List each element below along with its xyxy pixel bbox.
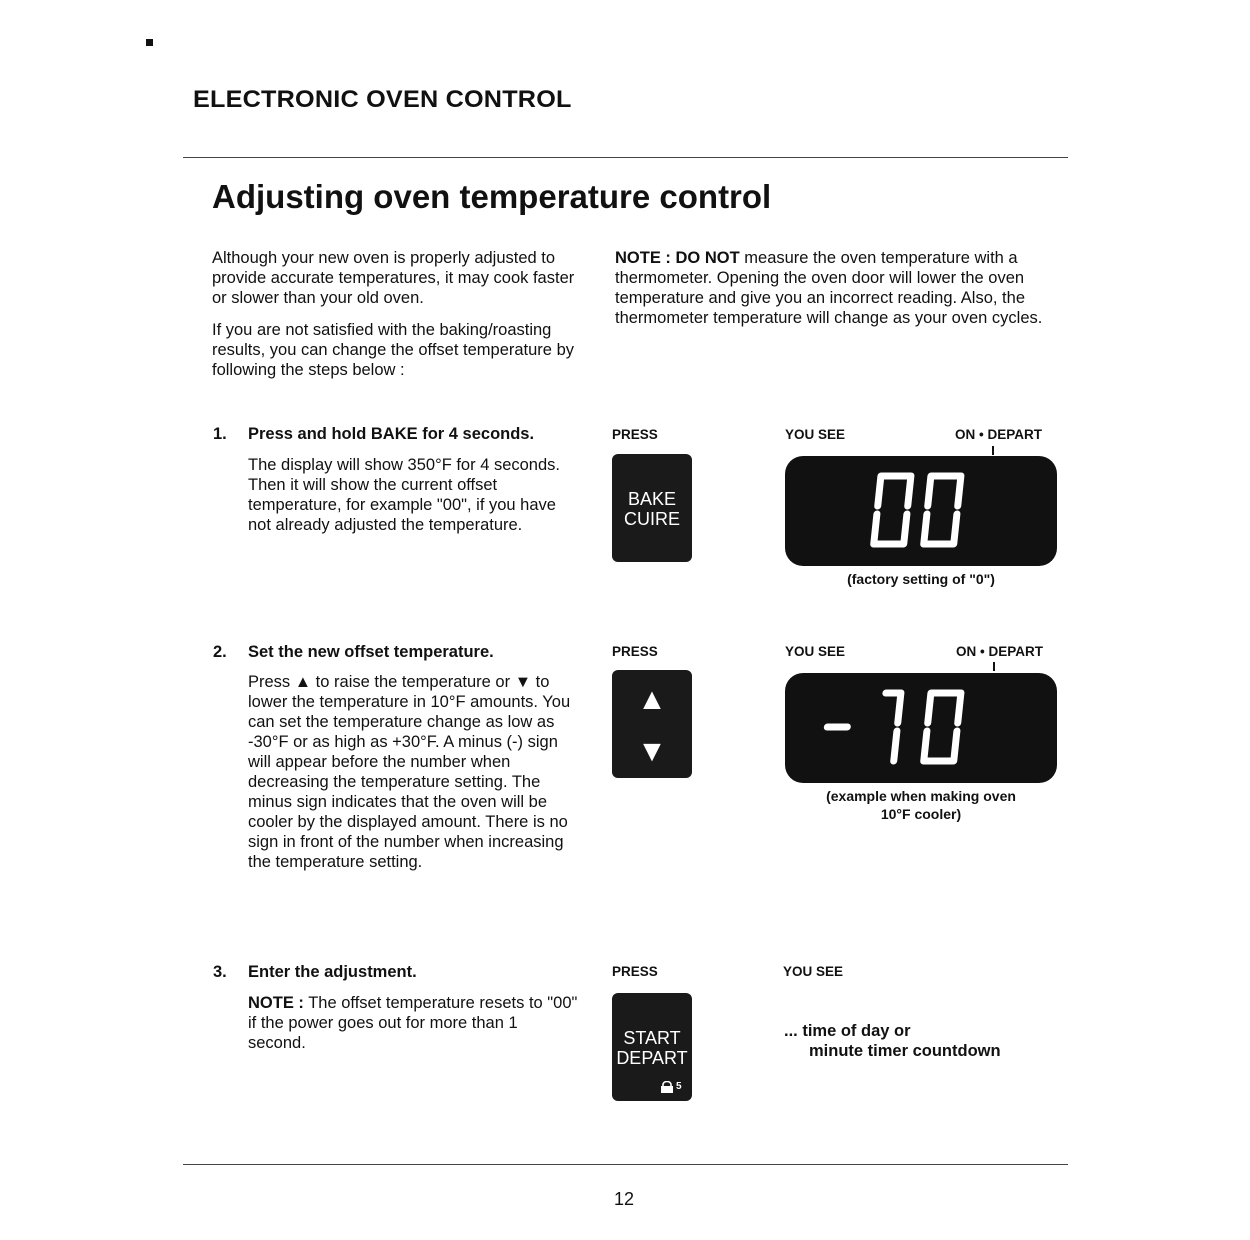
step-1-press-label: PRESS — [612, 427, 658, 442]
step-2-on-depart-indicator — [993, 662, 995, 671]
step-3-note-label: NOTE : — [248, 994, 304, 1012]
step-2-on-depart-label: ON • DEPART — [956, 644, 1043, 659]
start-button[interactable] — [612, 993, 692, 1101]
lock-delay-label: 5 — [676, 1081, 682, 1092]
note-block — [615, 248, 1065, 328]
note-emphasis: DO NOT — [675, 249, 740, 267]
page-bullet — [146, 39, 153, 46]
page-title: Adjusting oven temperature control — [212, 178, 772, 215]
step-1-caption: (factory setting of "0") — [847, 571, 995, 587]
bake-button[interactable] — [612, 454, 692, 562]
step-3-you-see-label: YOU SEE — [783, 964, 844, 979]
step-3-body-block — [248, 993, 578, 1053]
step-2-title: Set the new offset temperature. — [248, 643, 494, 661]
lock-icon — [660, 1081, 674, 1093]
top-divider — [183, 157, 1068, 158]
intro-paragraph-2: If you are not satisfied with the baking/roasting results, you can change the offset temperature by following the steps below : — [212, 321, 574, 379]
step-2-press-label: PRESS — [612, 644, 658, 659]
step-1-on-depart-indicator — [992, 446, 994, 455]
step-3-press-label: PRESS — [612, 964, 658, 979]
step-3-result-line-1: ... time of day or — [784, 1022, 911, 1040]
note-text: measure the oven temperature with a thermometer. Opening the oven door will lower the oven temperature and give you an incorrect reading. Also, the thermometer temperature will change as your oven cycles. — [615, 249, 1043, 327]
step-3-number: 3. — [213, 963, 227, 981]
step-1-on-depart-label: ON • DEPART — [955, 427, 1042, 442]
step-2-number: 2. — [213, 643, 227, 661]
step-2-body: Press ▲ to raise the temperature or ▼ to lower the temperature in 10°F amounts. You can set the temperature change as low as -30°F or as high as +30°F. A minus (-) sign will appear before the number when decreasing the temperature setting. The minus sign indicates that the oven will be cooler by the displayed amount. There is no sign in front of the number when increasing the temperature setting. — [248, 673, 571, 871]
step-1-number: 1. — [213, 425, 227, 443]
step-1-display-digits — [785, 456, 1057, 566]
step-2-display — [785, 673, 1057, 783]
step-2-you-see-label: YOU SEE — [785, 644, 846, 659]
up-down-buttons — [612, 670, 692, 778]
step-3-result-line-2: minute timer countdown — [809, 1042, 1001, 1060]
step-3-body: The offset temperature resets to "00" if the power goes out for more than 1 second. — [248, 994, 578, 1052]
step-1-title: Press and hold BAKE for 4 seconds. — [248, 425, 535, 443]
step-2-caption — [785, 787, 1057, 823]
bake-button-label-1: BAKE — [627, 489, 677, 509]
start-button-label-2: DEPART — [616, 1048, 688, 1068]
step-2-caption-line-2: 10°F cooler) — [880, 806, 962, 822]
step-1-you-see-label: YOU SEE — [785, 427, 846, 442]
step-1-body: The display will show 350°F for 4 seconds. Then it will show the current offset temperature, for example "00", if you have not already adjusted the temperature. — [248, 456, 560, 534]
bake-button-label-2: CUIRE — [623, 509, 680, 529]
intro-text — [212, 248, 592, 392]
step-1-display — [785, 456, 1057, 566]
up-arrow-button[interactable]: ▲ — [637, 683, 667, 716]
bottom-divider — [183, 1164, 1068, 1165]
down-arrow-button[interactable]: ▼ — [637, 735, 667, 768]
step-2-display-digits — [785, 673, 1057, 783]
start-button-label-1: START — [623, 1028, 681, 1048]
note-label: NOTE : — [615, 249, 671, 267]
section-header: ELECTRONIC OVEN CONTROL — [193, 86, 572, 113]
step-3-title: Enter the adjustment. — [248, 963, 417, 981]
intro-paragraph-1: Although your new oven is properly adjusted to provide accurate temperatures, it may cook faster or slower than your old oven. — [212, 249, 575, 307]
page-number: 12 — [614, 1189, 635, 1209]
step-2-caption-line-1: (example when making oven — [826, 788, 1016, 804]
